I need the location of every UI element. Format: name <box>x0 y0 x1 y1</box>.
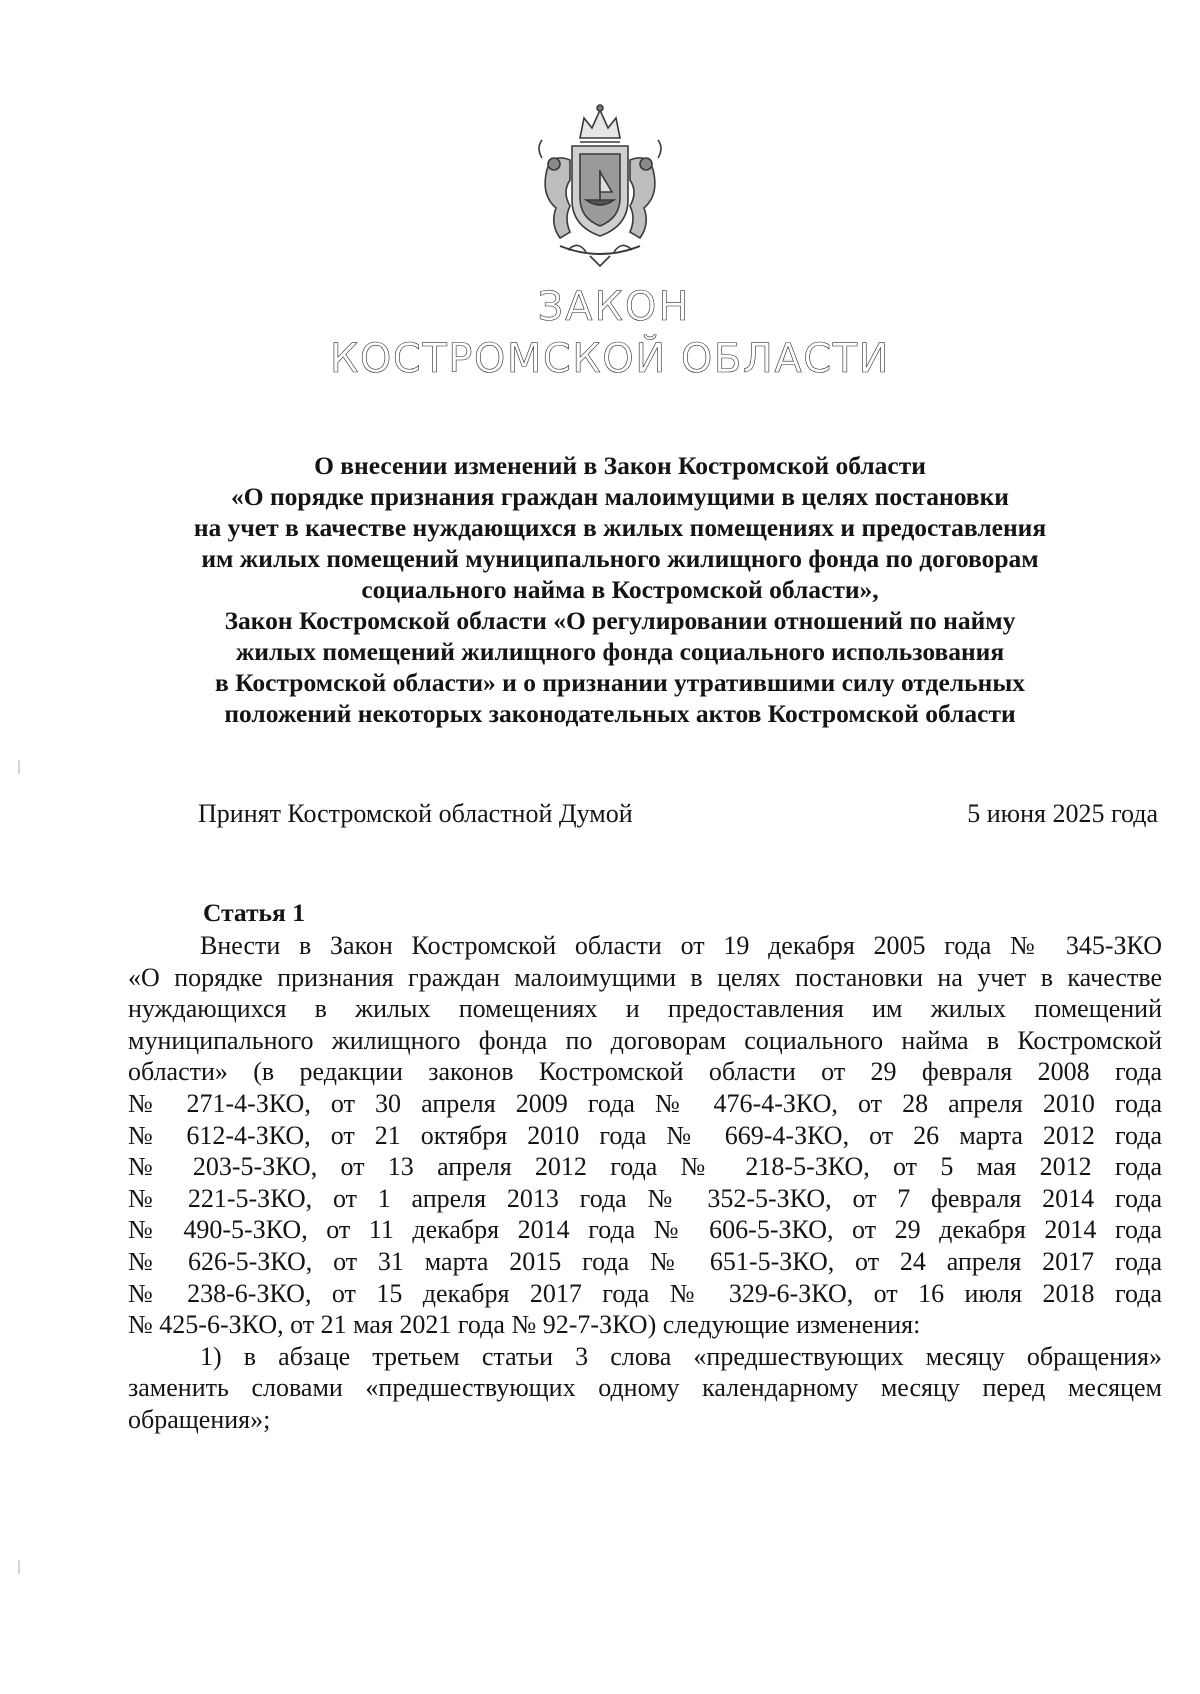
article-line: № 271-4-ЗКО, от 30 апреля 2009 года № 476-4-ЗКО, от 28 апреля 2010 года <box>128 1088 1162 1118</box>
law-title-line: Закон Костромской области «О регулировании отношений по найму <box>224 606 1016 635</box>
law-title-line: «О порядке признания граждан малоимущими в целях постановки <box>231 482 1009 511</box>
adopted-date: 5 июня 2025 года <box>967 799 1158 828</box>
scan-margin-mark <box>18 1560 20 1574</box>
adopted-by: Принят Костромской областной Думой <box>198 799 633 828</box>
article-line: № 490-5-ЗКО, от 11 декабря 2014 года № 606-5-ЗКО, от 29 декабря 2014 года <box>128 1215 1162 1245</box>
law-title-line: на учет в качестве нуждающихся в жилых помещениях и предоставления <box>193 513 1047 542</box>
article-line: № 612-4-ЗКО, от 21 октября 2010 года № 669-4-ЗКО, от 26 марта 2012 года <box>128 1120 1162 1150</box>
document-type-heading: ЗАКОН <box>537 284 691 330</box>
region-heading: КОСТРОМСКОЙ ОБЛАСТИ <box>330 336 890 382</box>
article-line: области» (в редакции законов Костромской области от 29 февраля 2008 года <box>128 1057 1162 1087</box>
article-line: № 221-5-ЗКО, от 1 апреля 2013 года № 352-5-ЗКО, от 7 февраля 2014 года <box>128 1183 1162 1213</box>
article-line: «О порядке признания граждан малоимущими в целях постановки на учет в качестве <box>128 962 1162 992</box>
article-line: № 238-6-ЗКО, от 15 декабря 2017 года № 329-6-ЗКО, от 16 июля 2018 года <box>128 1278 1162 1308</box>
adoption-line <box>198 798 1158 830</box>
article-line: № 425-6-ЗКО, от 21 мая 2021 года № 92-7-ЗКО) следующие изменения: <box>128 1310 921 1340</box>
article-line: 1) в абзаце третьем статьи 3 слова «предшествующих месяцу обращения» <box>200 1341 1162 1371</box>
article-body <box>128 930 1162 1436</box>
article-heading: Статья 1 <box>203 898 305 927</box>
article-line: Внести в Закон Костромской области от 19 декабря 2005 года № 345-ЗКО <box>200 931 1162 960</box>
article-line: муниципального жилищного фонда по договорам социального найма в Костромской <box>128 1025 1162 1055</box>
law-title <box>140 450 1100 729</box>
law-title-line: социального найма в Костромской области», <box>361 575 879 604</box>
law-title-line: жилых помещений жилищного фонда социального использования <box>235 637 1005 666</box>
law-title-line: в Костромской области» и о признании утратившими силу отдельных <box>215 668 1025 697</box>
law-title-line: О внесении изменений в Закон Костромской области <box>314 451 926 480</box>
article-line: обращения»; <box>128 1404 271 1434</box>
article-line: нуждающихся в жилых помещениях и предоставления им жилых помещений <box>128 994 1162 1024</box>
kostroma-coat-of-arms-icon <box>520 100 680 270</box>
article-line: заменить словами «предшествующих одному календарному месяцу перед месяцем <box>128 1373 1162 1403</box>
law-title-line: положений некоторых законодательных актов Костромской области <box>224 699 1016 728</box>
article-line: № 626-5-ЗКО, от 31 марта 2015 года № 651-5-ЗКО, от 24 апреля 2017 года <box>128 1246 1162 1276</box>
scan-margin-mark <box>18 760 20 774</box>
article-line: № 203-5-ЗКО, от 13 апреля 2012 года № 218-5-ЗКО, от 5 мая 2012 года <box>128 1152 1162 1182</box>
law-title-line: им жилых помещений муниципального жилищного фонда по договорам <box>201 544 1039 573</box>
